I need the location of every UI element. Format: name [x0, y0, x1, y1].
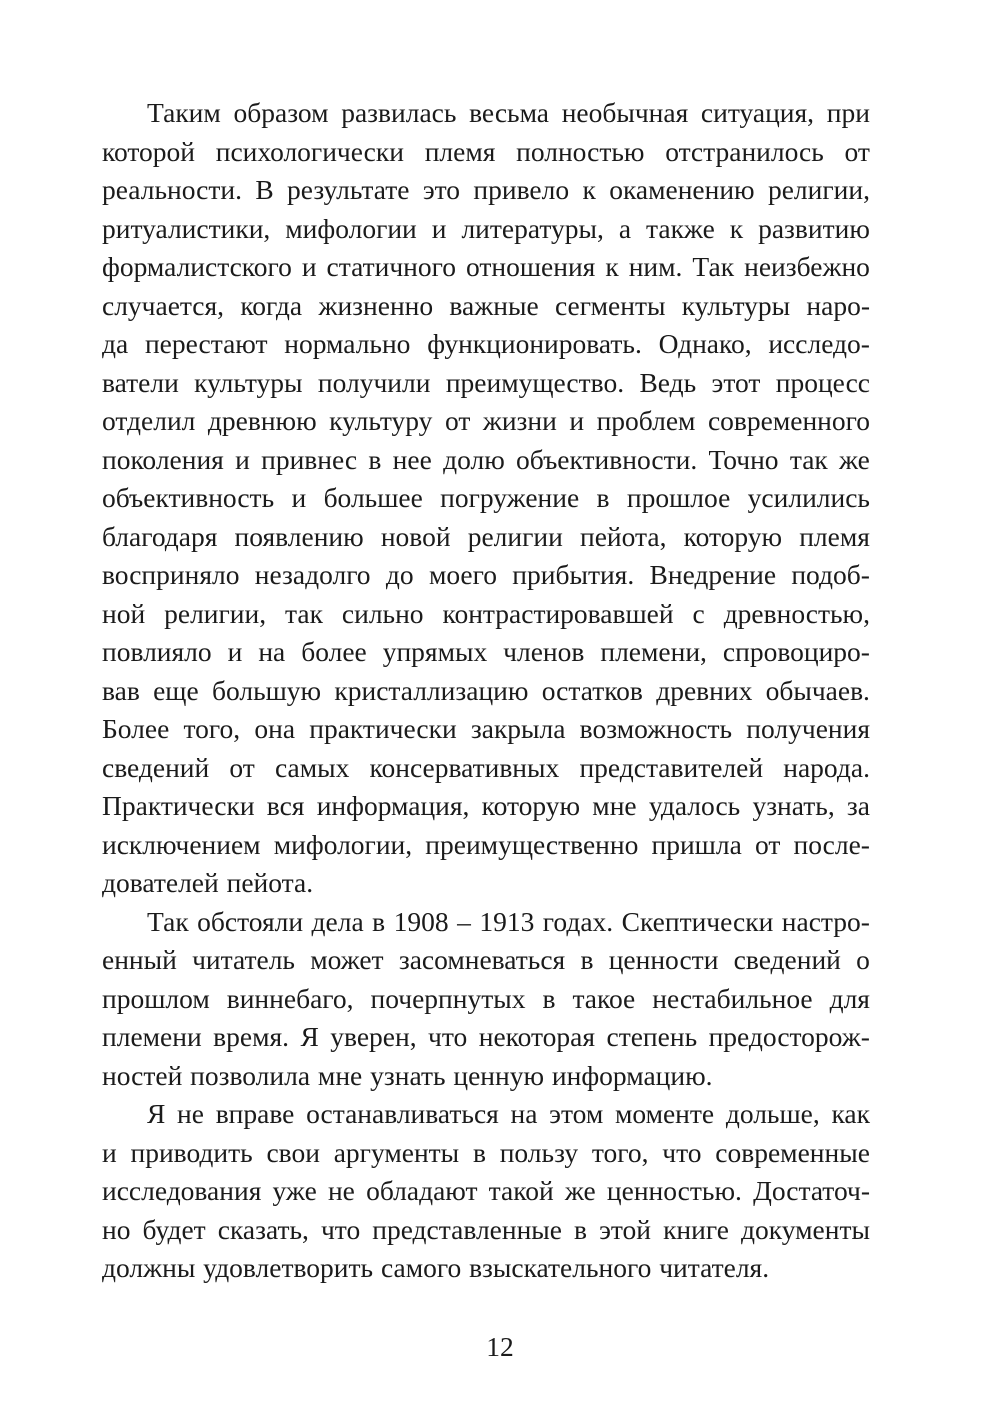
text-line: исключением мифологии, преимущественно пришла от после- [102, 828, 870, 860]
text-line: Таким образом развилась весьма необычная ситуация, при [147, 97, 870, 128]
text-line: восприняло незадолго до моего прибытия. Внедрение подоб- [102, 559, 870, 590]
text-line: и приводить свои аргументы в пользу того, что современные [102, 1136, 870, 1168]
text-line: прошлом виннебаго, почерпнутых в такое нестабильное для [102, 982, 870, 1014]
text-line: Я не вправе останавливаться на этом моменте дольше, как [147, 1098, 870, 1129]
text-line: дователей пейота. [102, 867, 314, 898]
text-line: которой психологически племя полностью отстранилось от [102, 135, 870, 167]
text-line: сведений от самых консервативных представителей народа. [102, 751, 870, 783]
text-line: случается, когда жизненно важные сегменты культуры наро- [102, 289, 870, 321]
text-line: поколения и привнес в нее долю объективности. Точно так же [102, 443, 870, 475]
text-line: племени время. Я уверен, что некоторая степень предосторож- [102, 1021, 870, 1052]
page-number: 12 [486, 1331, 514, 1362]
text-line: ной религии, так сильно контрастировавшей с древностью, [102, 597, 870, 629]
text-line: ритуалистики, мифологии и литературы, а также к развитию [102, 212, 870, 244]
text-line: исследования уже не обладают такой же ценностью. Достаточ- [102, 1175, 870, 1206]
text-line: объективность и большее погружение в прошлое усилились [102, 482, 870, 513]
text-line: формалистского и статичного отношения к ним. Так неизбежно [102, 251, 870, 282]
text-line: отделил древнюю культуру от жизни и проблем современного [102, 405, 870, 436]
text-line: повлияло и на более упрямых членов племени, спровоциро- [102, 636, 870, 667]
text-line: но будет сказать, что представленные в этой книге документы [102, 1213, 870, 1245]
body-text [102, 94, 870, 1288]
text-line: енный читатель может засомневаться в ценности сведений о [102, 944, 870, 975]
text-line: реальности. В результате это привело к окаменению религии, [102, 174, 870, 205]
text-line: Практически вся информация, которую мне удалось узнать, за [102, 790, 870, 821]
text-line: должны удовлетворить самого взыскательного читателя. [102, 1252, 770, 1283]
text-line: Так обстояли дела в 1908 – 1913 годах. Скептически настро- [147, 905, 870, 937]
text-line: благодаря появлению новой религии пейота, которую племя [102, 520, 870, 552]
paragraph [102, 94, 870, 903]
text-line: Более того, она практически закрыла возможность получения [102, 713, 870, 744]
paragraph [102, 903, 870, 1096]
text-line: ностей позволила мне узнать ценную информацию. [102, 1059, 713, 1091]
paragraph [102, 1095, 870, 1288]
text-line: ватели культуры получили преимущество. Ведь этот процесс [102, 366, 870, 398]
text-line: да перестают нормально функционировать. Однако, исследо- [102, 328, 870, 359]
text-line: вав еще большую кристаллизацию остатков древних обычаев. [102, 674, 870, 706]
